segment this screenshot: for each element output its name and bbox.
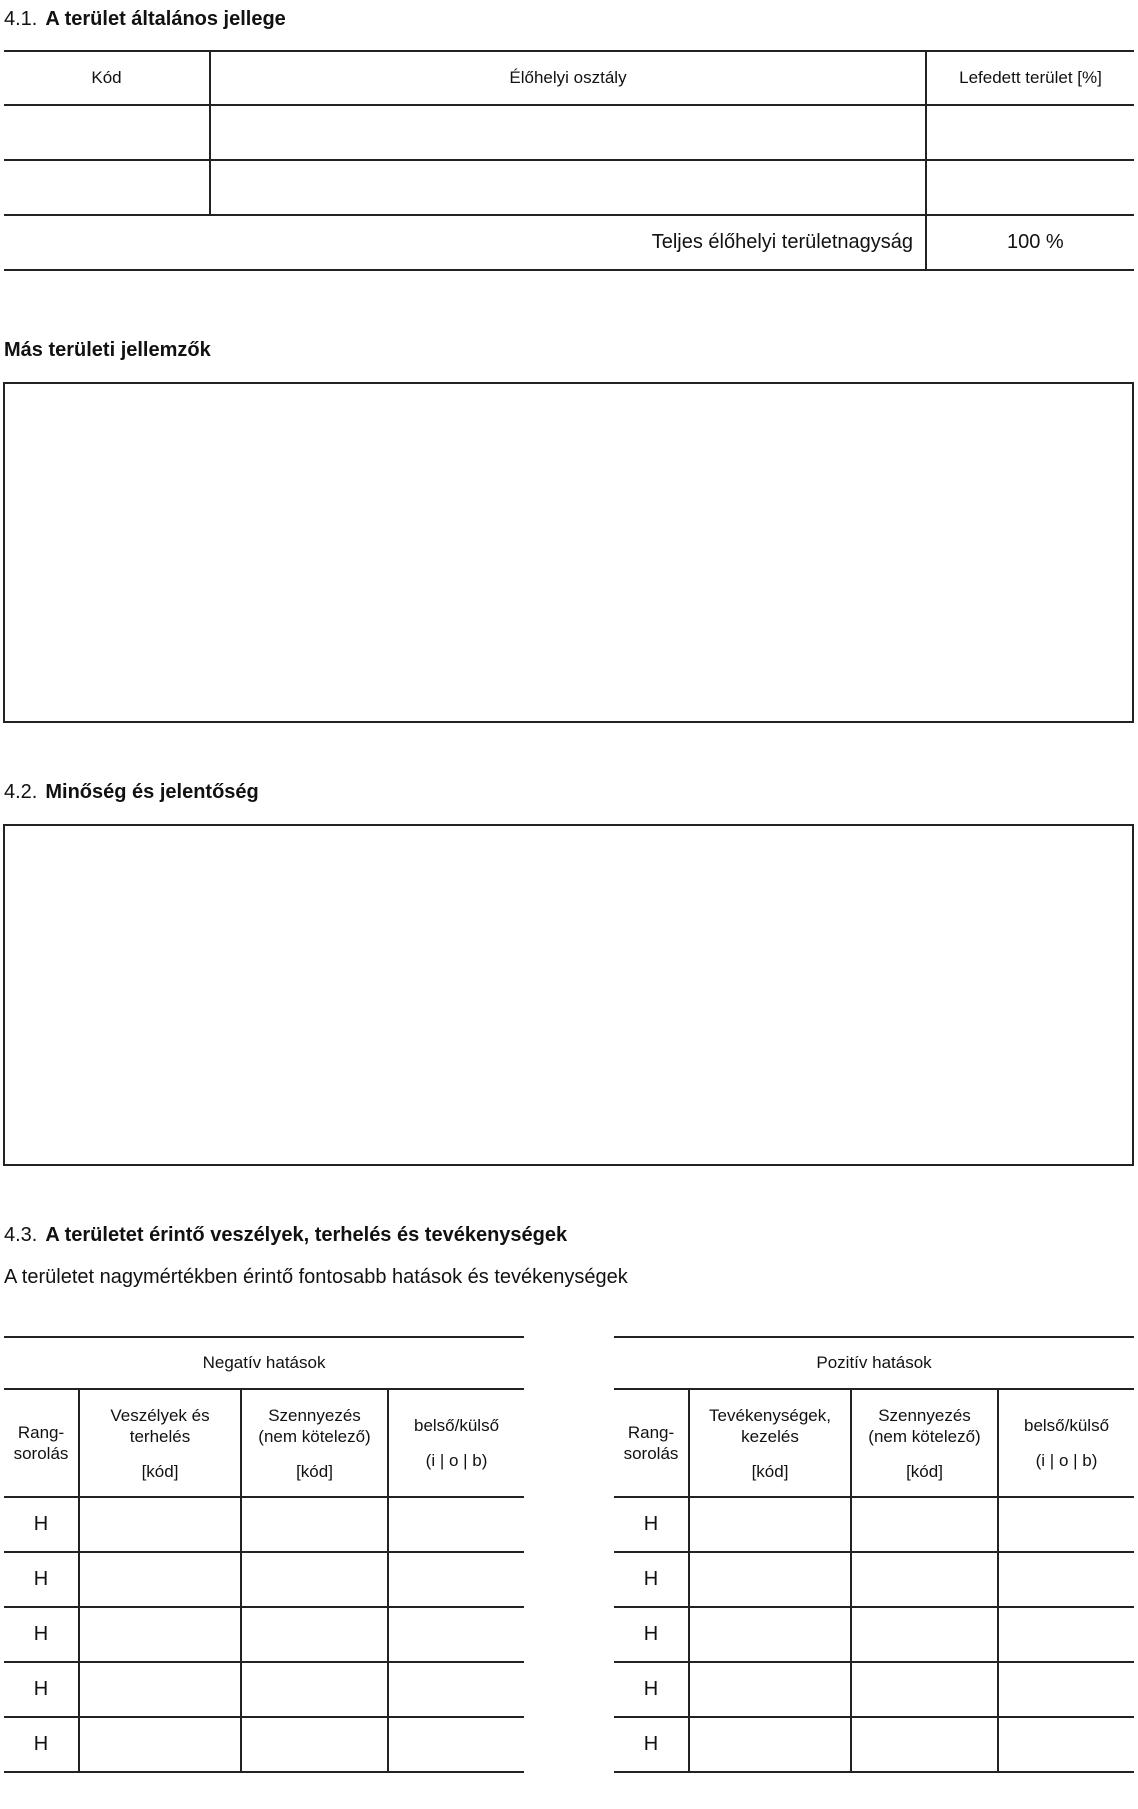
table-cell[interactable] xyxy=(851,1497,998,1552)
table-row xyxy=(4,1552,524,1607)
section-number: 4.3. xyxy=(4,1224,38,1246)
ranking-cell: H xyxy=(614,1552,689,1607)
column-header-inside-outside: belső/külső (i | o | b) xyxy=(388,1389,524,1497)
table-row xyxy=(614,1497,1134,1552)
table-row xyxy=(4,1607,524,1662)
table-cell[interactable] xyxy=(689,1717,851,1772)
section-4-3-intro: A területet nagymértékben érintő fontosabb hatások és tevékenységek xyxy=(4,1266,628,1288)
column-header-ranking: Rang- sorolás xyxy=(614,1389,689,1497)
table-row xyxy=(614,1552,1134,1607)
table-cell[interactable] xyxy=(388,1552,524,1607)
table-cell[interactable] xyxy=(998,1662,1134,1717)
table-cell[interactable] xyxy=(851,1662,998,1717)
column-header-pollution: Szennyezés (nem kötelező) [kód] xyxy=(851,1389,998,1497)
column-header-threats: Veszélyek és terhelés [kód] xyxy=(79,1389,241,1497)
total-value: 100 % xyxy=(926,215,1134,270)
table-cell[interactable] xyxy=(79,1497,241,1552)
positive-impacts-caption: Pozitív hatások xyxy=(614,1337,1134,1389)
ranking-cell: H xyxy=(4,1607,79,1662)
table-cell[interactable] xyxy=(998,1607,1134,1662)
table-cell[interactable] xyxy=(689,1662,851,1717)
table-cell[interactable] xyxy=(210,105,926,160)
other-characteristics-label: Más területi jellemzők xyxy=(4,339,211,361)
table-cell[interactable] xyxy=(851,1607,998,1662)
table-cell[interactable] xyxy=(998,1717,1134,1772)
other-characteristics-box[interactable] xyxy=(3,382,1134,723)
table-row xyxy=(614,1662,1134,1717)
ranking-cell: H xyxy=(614,1607,689,1662)
table-cell[interactable] xyxy=(79,1607,241,1662)
total-row xyxy=(4,215,1134,270)
section-4-1-heading xyxy=(4,8,286,31)
section-4-3-heading xyxy=(4,1224,567,1247)
column-header-habitat-class: Élőhelyi osztály xyxy=(210,51,926,105)
table-cell[interactable] xyxy=(241,1662,388,1717)
column-header-inside-outside: belső/külső (i | o | b) xyxy=(998,1389,1134,1497)
table-cell[interactable] xyxy=(241,1717,388,1772)
section-number: 4.1. xyxy=(4,8,38,30)
table-row xyxy=(614,1717,1134,1772)
table-cell[interactable] xyxy=(241,1497,388,1552)
table-cell[interactable] xyxy=(851,1552,998,1607)
ranking-cell: H xyxy=(4,1552,79,1607)
table-row xyxy=(4,1497,524,1552)
section-title: Minőség és jelentőség xyxy=(45,781,259,803)
section-number: 4.2. xyxy=(4,781,38,803)
total-label: Teljes élőhelyi területnagyság xyxy=(4,215,926,270)
table-cell[interactable] xyxy=(851,1717,998,1772)
section-title: A terület általános jellege xyxy=(45,8,286,30)
table-cell[interactable] xyxy=(926,160,1134,215)
table-cell[interactable] xyxy=(689,1552,851,1607)
column-header-coverage: Lefedett terület [%] xyxy=(926,51,1134,105)
section-4-2-heading xyxy=(4,781,259,804)
table-cell[interactable] xyxy=(689,1607,851,1662)
table-row xyxy=(4,1662,524,1717)
table-cell[interactable] xyxy=(210,160,926,215)
table-cell[interactable] xyxy=(689,1497,851,1552)
negative-impacts-caption: Negatív hatások xyxy=(4,1337,524,1389)
table-cell[interactable] xyxy=(388,1662,524,1717)
table-row xyxy=(614,1607,1134,1662)
table-cell[interactable] xyxy=(79,1662,241,1717)
positive-impacts-table xyxy=(614,1336,1134,1773)
column-header-ranking: Rang- sorolás xyxy=(4,1389,79,1497)
table-cell[interactable] xyxy=(926,105,1134,160)
table-cell[interactable] xyxy=(241,1607,388,1662)
table-cell[interactable] xyxy=(4,105,210,160)
ranking-cell: H xyxy=(4,1717,79,1772)
table-cell[interactable] xyxy=(4,160,210,215)
table-cell[interactable] xyxy=(998,1552,1134,1607)
table-cell[interactable] xyxy=(79,1552,241,1607)
table-cell[interactable] xyxy=(388,1607,524,1662)
table-cell[interactable] xyxy=(241,1552,388,1607)
table-cell[interactable] xyxy=(388,1497,524,1552)
column-header-activities: Tevékenységek, kezelés [kód] xyxy=(689,1389,851,1497)
table-row xyxy=(4,1717,524,1772)
ranking-cell: H xyxy=(4,1497,79,1552)
section-title: A területet érintő veszélyek, terhelés és tevékenységek xyxy=(45,1224,568,1246)
negative-impacts-table xyxy=(4,1336,524,1773)
table-cell[interactable] xyxy=(998,1497,1134,1552)
ranking-cell: H xyxy=(614,1717,689,1772)
habitat-table xyxy=(4,50,1134,271)
table-cell[interactable] xyxy=(79,1717,241,1772)
table-row xyxy=(4,160,1134,215)
column-header-code: Kód xyxy=(4,51,210,105)
table-cell[interactable] xyxy=(388,1717,524,1772)
column-header-pollution: Szennyezés (nem kötelező) [kód] xyxy=(241,1389,388,1497)
quality-importance-box[interactable] xyxy=(3,824,1134,1166)
ranking-cell: H xyxy=(614,1497,689,1552)
table-row xyxy=(4,105,1134,160)
ranking-cell: H xyxy=(4,1662,79,1717)
ranking-cell: H xyxy=(614,1662,689,1717)
